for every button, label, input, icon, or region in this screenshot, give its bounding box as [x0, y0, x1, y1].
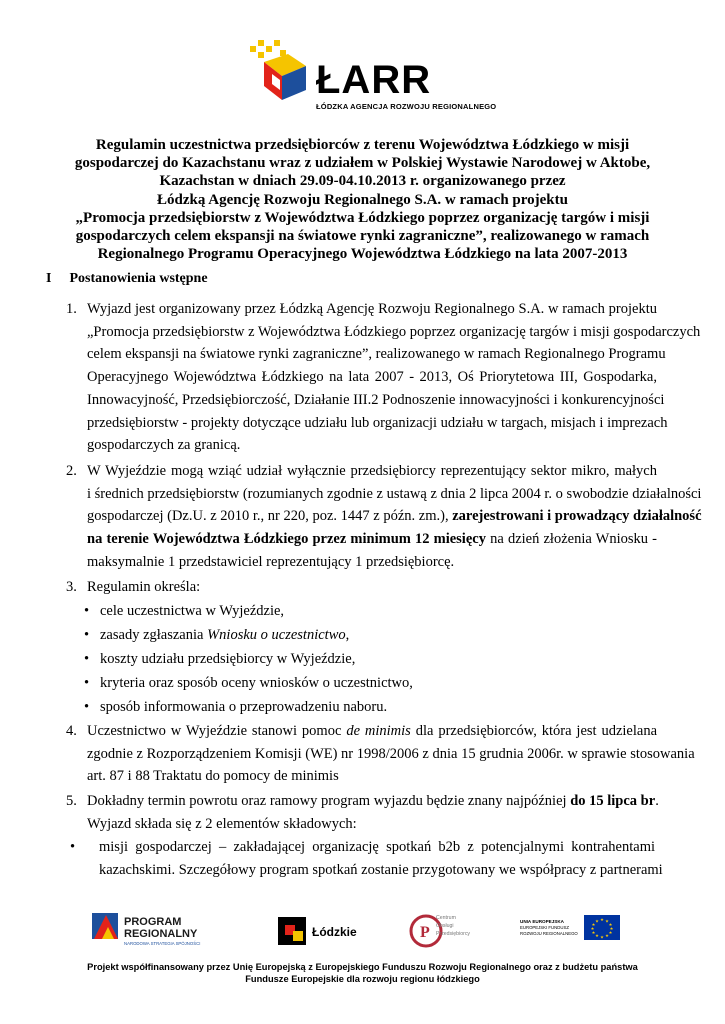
bold-text: do 15 lipca br: [570, 793, 656, 809]
text-line: maksymalnie 1 przedstawiciel reprezentujący 1 przedsiębiorcę.: [87, 553, 455, 570]
text-line: Regulamin określa:: [87, 579, 201, 595]
text-line: zgodnie z Rozporządzeniem Komisji (WE) nr 1998/2006 z dnia 15 grudnia 2006r. w sprawie stosowania: [87, 745, 695, 762]
svg-text:★: ★: [591, 922, 596, 927]
text-line: W Wyjeździe mogą wziąć udział wyłącznie przedsiębiorcy reprezentujący sektor mikro, małych: [87, 463, 657, 479]
bold-text: na terenie Województwa Łódzkiego przez minimum 12 miesięcy: [87, 531, 486, 548]
svg-text:★: ★: [590, 926, 595, 931]
text-line: i średnich przedsiębiorstw (rozumianych zgodnie z ustawą z dnia 2 lipca 2004 r. o swobodzie działalności: [87, 485, 702, 502]
svg-text:★: ★: [600, 917, 604, 922]
text-line: Wyjazd składa się z 2 elementów składowych:: [87, 815, 357, 832]
svg-text:P: P: [420, 924, 430, 941]
title-line: Łódzką Agencję Rozwoju Regionalnego S.A. w ramach projektu: [157, 191, 568, 208]
svg-text:★: ★: [609, 926, 614, 931]
title-line: gospodarczej do Kazachstanu wraz z udziałem w Polskiej Wystawie Narodowej w Aktobe,: [74, 155, 651, 172]
text-line: Wyjazd jest organizowany przez Łódzką Agencję Rozwoju Regionalnego S.A. w ramach projektu: [87, 301, 657, 317]
eu-line2: EUROPEJSKI FUNDUSZ: [520, 925, 569, 930]
bullet-icon: •: [84, 603, 90, 619]
bullet-text: cele uczestnictwa w Wyjeździe,: [100, 603, 285, 619]
text-line: Innowacyjność, Przedsiębiorczość, Działanie III.2 Podnoszenie innowacyjności i konkurencyjności: [87, 391, 665, 408]
text-run: gospodarczej (Dz.U. z 2010 r., nr 220, poz. 1447 z późn. zm.),: [87, 508, 449, 525]
text-line: [87, 528, 657, 551]
title-line: Kazachstan w dniach 29.09-04.10.2013 r. organizowanego przez: [159, 173, 566, 190]
text-line: przedsiębiorstw - projekty dotyczące udziału lub organizacji udziału w targach, misjach i imprezach: [87, 414, 668, 431]
eu-logo: [520, 915, 620, 940]
text-run: na dzień złożenia Wniosku -: [490, 531, 658, 548]
program-regionalny-logo: [92, 913, 200, 946]
footer-logos: [90, 905, 630, 963]
text-run: zasady zgłaszania: [100, 627, 208, 643]
italic-text: de minimis: [346, 723, 411, 739]
bullet-text: kryteria oraz sposób oceny wniosków o uczestnictwo,: [100, 675, 413, 691]
bullet-text: sposób informowania o przeprowadzeniu naboru.: [100, 699, 388, 715]
text-run: Dokładny termin powrotu oraz ramowy program wyjazdu będzie znany najpóźniej: [87, 793, 571, 809]
text-run: Uczestnictwo w Wyjeździe stanowi pomoc: [87, 723, 347, 739]
item-number: 5.: [66, 793, 77, 809]
text-line: gospodarczych za granicą.: [87, 437, 241, 454]
text-line: „Promocja przedsiębiorstw z Województwa Łódzkiego poprzez organizację targów i misji gospodarczych: [87, 323, 701, 340]
svg-text:★: ★: [605, 933, 609, 938]
centrum-line2: Obsługi: [436, 923, 454, 929]
svg-text:★: ★: [608, 922, 613, 927]
svg-text:★: ★: [595, 933, 599, 938]
text-run: dla przedsiębiorców, która jest udzielana: [410, 723, 658, 739]
program-line2: REGIONALNY: [124, 928, 198, 940]
svg-text:★: ★: [591, 930, 596, 935]
logo-wordmark: ŁARR: [316, 58, 432, 102]
bold-text: zarejestrowani i prowadzący działalność: [452, 508, 702, 525]
text-line: [87, 505, 702, 528]
text-run: .: [655, 793, 659, 809]
text-run: ,: [345, 627, 350, 643]
svg-text:★: ★: [608, 930, 613, 935]
italic-text: Wniosku o uczestnictwo: [207, 627, 346, 643]
section-number: I: [46, 271, 52, 286]
document-title: [50, 136, 675, 263]
svg-text:★: ★: [605, 918, 609, 924]
svg-text:★: ★: [600, 934, 604, 940]
section-title: Postanowienia wstępne: [69, 271, 208, 286]
eu-line1: UNIA EUROPEJSKA: [520, 919, 564, 924]
text-line: [87, 720, 657, 743]
text-line: [87, 790, 657, 813]
text-line: misji gospodarczej – zakładającej organizację spotkań b2b z potencjalnymi kontrahentami: [99, 839, 655, 855]
footer-note: [60, 961, 665, 985]
centrum-line3: Przedsiębiorcy: [436, 931, 471, 937]
title-line: Regionalnego Programu Operacyjnego Województwa Łódzkiego na lata 2007-2013: [97, 246, 628, 263]
text-line: art. 87 i 88 Traktatu do pomocy de minimis: [87, 768, 339, 785]
bullet-icon: •: [70, 839, 76, 855]
item-number: 3.: [66, 579, 77, 595]
item-number: 1.: [66, 301, 77, 317]
item-number: 4.: [66, 723, 77, 739]
title-line: Regulamin uczestnictwa przedsiębiorców z terenu Województwa Łódzkiego w misji: [95, 137, 630, 153]
title-line: gospodarczych celem ekspansji na światowe rynki zagraniczne”, realizowanego w ramach: [75, 228, 650, 245]
bullet-text: koszty udziału przedsiębiorcy w Wyjeździe,: [100, 651, 356, 667]
svg-text:★: ★: [595, 918, 599, 924]
text-line: Operacyjnego Województwa Łódzkiego na lata 2007 - 2013, Oś Priorytetowa III, Gospodarka,: [87, 369, 657, 386]
bullet-icon: •: [84, 651, 90, 667]
centrum-line1: Centrum: [436, 915, 456, 921]
footer-note-line: Projekt współfinansowany przez Unię Europejską z Europejskiego Funduszu Rozwoju Regionalnego oraz z budżetu państwa: [87, 962, 638, 972]
item-number: 2.: [66, 463, 77, 479]
bullet-icon: •: [84, 675, 90, 691]
logo-subtitle: ŁÓDZKA AGENCJA ROZWOJU REGIONALNEGO: [316, 102, 497, 111]
bullet-icon: •: [84, 699, 90, 715]
lodzkie-text: Łódzkie: [312, 925, 357, 939]
footer-note-line: Fundusze Europejskie dla rozwoju regionu łódzkiego: [245, 974, 480, 984]
section-heading: [46, 271, 208, 287]
bullet-icon: •: [84, 627, 90, 643]
title-line: „Promocja przedsiębiorstw z Województwa Łódzkiego poprzez organizację targów i misji: [75, 209, 650, 226]
lodzkie-logo: [278, 917, 357, 945]
eu-line3: ROZWOJU REGIONALNEGO: [520, 931, 578, 936]
text-line: kazachskimi. Szczegółowy program spotkań zostanie przygotowany we współpracy z partnerami: [99, 861, 663, 878]
program-line3: NARODOWA STRATEGIA SPÓJNOŚCI: [124, 941, 201, 946]
program-line1: PROGRAM: [124, 916, 182, 928]
centrum-obslugi-logo: [411, 915, 470, 946]
bullet-text: [100, 624, 349, 647]
text-line: celem ekspansji na światowe rynki zagraniczne”, realizowanego w ramach Regionalnego Programu: [87, 346, 666, 363]
